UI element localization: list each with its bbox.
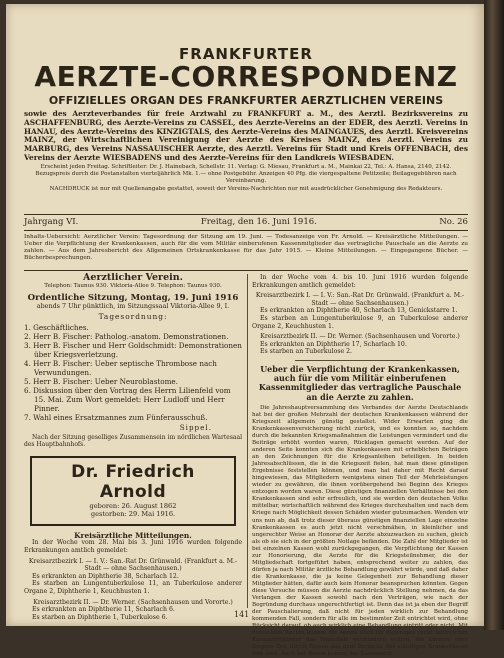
kreis-line: Es starben an Lungentuberkulose 9, an Tuberkulose anderer Organe 2, Keuchhusten 1. [252,314,468,330]
left-column [24,274,242,621]
issue-date: Freitag, den 16. Juni 1916. [200,217,317,227]
kreis-line: Es starben an Tuberkulose 2. [260,348,353,356]
agenda-item: 6. Diskussion über den Vortrag des Herrn Lilienfeld vom 15. Mai. Zum Wort gemeldet: Herr Ludloff und Herr Pinner. [24,385,231,413]
obituary-died: gestorben: 29. Mai 1916. [90,510,176,519]
article-title: Ueber die Verpflichtung der Krankenkassen, auch für die vom Militär einberufenen Kassenmitglieder das vertragliche Pauschale an die Aerzte zu zahlen. [258,363,462,402]
obituary-name: Dr. Friedrich Arnold [71,461,195,502]
obituary-born: geboren: 26. August 1862 [89,501,177,510]
week-intro: In der Woche vom 4. bis 10. Juni 1916 wurden folgende Erkrankungen amtlich gemeldet: [252,274,468,289]
kreis-district-2: Kreisarztbezirk II. — Dr. Werner. (Sachsenhausen und Vororte.) [33,598,233,606]
article-body: Die Jahreshauptversammlung des Verbandes der Aerzte Deutschlands hat bei der großen Mehrzahl der deutschen Krankenkassen während der Kriegszeit allgemein günstig gestaltet. Wider Erwarten ging die Krankenkassenversicherung nicht zurück, und es konnten so, nachdem durch die bekannten Kriegsmaßnahmen die Leistungen vermindert und die Beiträge erhöht worden waren, Rücklagen gemacht werden. Auf der anderen Seite konnten sich die Krankenkassen mit erheblichen Beträgen an den Zeichnungen für die Kriegsanleihen beteiligen. In beiden Jahresabschlüssen, die in die Kriegszeit fielen, hat man diese günstigen Ergebnisse feststellen können, und man hat daher mit Recht darauf hingewiesen, das Mitgliedern wenigstens einen Teil der Mehrleistungen wieder zu gewähren, die ihnen vorübergehend bei Beginn des Krieges entzogen worden waren. Diese günstigen finanziellen Verhältnisse bei den Krankenkassen sind sehr erfreulich, und sie werden den deutschen Volke mittelbar, wirtschaftlich während des Krieges durchzuhalten und nach dem Kriege nach Möglichkeit dessen Schäden wieder gutzumachen. Wenden wir uns nun ab, daß trotz dieser überaus günstigen finanziellen Lage einzelne Krankenkassen es auch jetzt nicht verschmähen, in kleinlicher und ungerechter Weise an Honorar der Aerzte abzuzwacken zu suchen, gleich als ob sie sich in der größten Notlage befänden. Die Zahl der Mitglieder ist bei einzelnen Kassen wohl zurückgegangen, die Verpflichtung der Kassen zur Honorierung, die Aerzte für die Kriegsteilnehmer, die der Mitgliedschaft fortgeführt haben, entsprechend weiter zu zahlen, das dürfen ja nach Militär ärztliche Behandlung gewährt würde, und daß daher die Krankenkasse, die ja keine Gelegenheit zur Behandlung dieser Mitglieder hätten, dafür auch kein Honorar beanspruchen könnten. Gegen diese Versuche müssen die Aerzte nachdrücklich Stellung nehmen, da das Verlangen der Kassen sowohl nach den Verträgen, wie nach der Begründung durchaus ungerechtfertigt ist. Denn das ist ja eben der Begriff der Pauschalierung, daß nicht für jeden wirklich zur Behandlung kommenden Fall, sondern für alle im bestimmter Zeit entrichtet wird, ohne Rücksicht darauf, ob auch wirklich eine Behandlung eintritt oder nicht. Mit demselben Rechte könnte die Aerzte auch für diejenigen recht zahlreichen Kassenmitglieder das Pauschale vermindern wollen, die kürzere oder längere Zeit durch Reisen aus dem Bereiche der ständigen Krankenkasse fern sind. Auch bei diesen kommt der Kassenarzt [252,404,468,658]
masthead-organ: OFFIZIELLES ORGAN DES FRANKFURTER AERZTLICHEN VEREINS [48,94,444,107]
header-rule-top [24,214,468,215]
masthead [24,46,468,192]
publication-info: Erscheint jeden Freitag. Schriftleiter: Dr. J. Hainebach, Schellstr. 11. Verlag: G. Miesau, Frankfurt a. M., Mainkai 22, Tel.: A. Hansa, 2140, 2142. [40,163,452,170]
agenda-item: 7. Wahl eines Ersatzmannes zum Fünferausschuß. [24,412,208,422]
postal-info: Bezugspreis durch die Postanstalten vierteljährlich Mk. 1.— ohne Postgebühr. Anzeigen 40 Pfg. die viergespaltene Petitzeile; Beilagegebühren nach Vereinbarung. [35,171,457,184]
toc-rule [24,270,468,271]
sitzung-time: abends 7 Uhr pünktlich, im Sitzungssaal Viktoria-Allee 9, I. [36,301,230,310]
signature: Sippel. [179,422,212,432]
agenda-item: 4. Herr B. Fischer: Ueber septische Thrombose nach Verwundungen. [24,358,217,377]
kreis-line: Es starben an Lungentuberkulose 11, an Tuberkulose anderer Organe 2, Diphtherie 1, Keuchhusten 1. [24,580,242,595]
reprint-notice: NACHDRUCK ist nur mit Quellenangabe gestattet, soweit der Vereins-Nachrichten nur mit ausdrücklicher Genehmigung des Redakteurs. [49,185,443,192]
issue-line [24,217,468,227]
kreis-line: Es starben an Diphtherie 1, Tuberkulose 6. [32,613,168,621]
masthead-description: sowie des Aerzteverbandes für freie Arztwahl zu FRANKFURT a. M., des Aerztl. Bezirksvereins zu ASCHAFFENBURG, des Aerzte-Vereins zu CASSEL, des Aerzte-Vereins an der EDER, des Aerztl. Vereins in HANAU, des Aerzte-Vereins des KINZIGTALS, des Aerzte-Vereins des MAINGAUES, des Aerztl. Kreisvereins MAINZ, der Wirtschaftlichen Vereinigung der Aerzte des Kreises MAINZ, des Aerztl. Vereins zu MARBURG, des Vereins NASSAUISCHER Aerzte, des Aerztl. Vereins für Stadt und Kreis OFFENBACH, des Vereins der Aerzte WIESBADENS und des Aerzte-Vereins für den Landkreis WIESBADEN. [24,109,468,162]
agenda-list [24,323,242,422]
kreis-line: Es erkrankten an Diphtherie 17, Scharlach 10. [260,340,407,348]
masthead-title: AERZTE-CORRESPONDENZ [34,60,458,93]
tagesordnung-heading: Tagesordnung: [98,312,168,322]
agenda-item: 1. Geschäftliches. [24,322,89,332]
header-rule-bottom [24,230,468,231]
kreis-title: Kreisärztliche Mitteilungen. [74,530,192,540]
social-note: Nach der Sitzung geselliges Zusammensein im nördlichen Wartesaal des Hauptbahnhofs. [24,433,242,448]
obituary-box [30,456,236,526]
verein-telephone: Telephon: Taunus 930. Viktoria-Allee 9. Telephon: Taunus 930. [44,282,222,289]
kreis-district-1: Kreisarztbezirk I. — I. V.: San.-Rat Dr. Grünwald. (Frankfurt a. M.-Stadt — ohne Sachsenhausen.) [28,557,238,573]
masthead-frankfurter: FRANKFURTER [179,45,313,63]
agenda-item: 5. Herr B. Fischer: Ueber Neuroblastome. [24,376,178,386]
book-binding [484,0,504,630]
issue-number: No. 26 [439,217,468,227]
sitzung-heading: Ordentliche Sitzung, Montag, 19. Juni 1916 [27,293,239,304]
verein-title: Aerztlicher Verein. [83,272,183,283]
kreis-district-1: Kreisarztbezirk I. — I. V.: San.-Rat Dr. Grünwald. (Frankfurt a. M.-Stadt — ohne Sachsenhausen.) [255,292,465,307]
agenda-item: 3. Herr B. Fischer und Herr Goldschmidt: Demonstrationen über Kriegsverletzung. [24,340,242,359]
kreis-line: Es erkrankten an Diphtherie 40, Scharlach 13, Genickstarre 1. [260,307,458,315]
kreis-line: Es erkrankten an Diphtherie 38, Scharlach 12. [32,572,179,580]
kreis-district-2: Kreisarztbezirk II. — Dr. Werner. (Sachsenhausen und Vororte.) [260,333,460,341]
kreis-line: Es erkrankten an Diphtherie 11, Scharlach 6. [32,606,175,614]
page-number: 141 [234,610,250,619]
agenda-item: 2. Herr B. Fischer: Patholog.-anatom. Demonstrationen. [24,331,229,341]
newspaper-page [6,4,484,658]
kreis-intro: In der Woche vom 28. Mai bis 3. Juni 1916 wurden folgende Erkrankungen amtlich gemeldet: [24,539,242,554]
column-divider [247,274,248,608]
right-column [252,274,468,658]
issue-year: Jahrgang VI. [24,217,79,227]
section-rule [295,360,425,361]
table-of-contents: Inhalts-Uebersicht: Aerztlicher Verein: Tagesordnung der Sitzung am 19. Juni. — Todesanzeige von Fr. Arnold. — Kreisärztliche Mitteilungen. — Ueber die Verpflichtung der Krankenkassen, auch für die vom Militär einberufenen Kassenmitglieder das vertragliche Pauschale an die Aerzte zu zahlen. — Aus dem Jahresbericht des Allgemeinen Ortskrankenkasse für das Jahr 1915. — Kleine Mitteilungen. — Eingegangene Bücher. — Bücherbesprechungen. [24,234,468,261]
